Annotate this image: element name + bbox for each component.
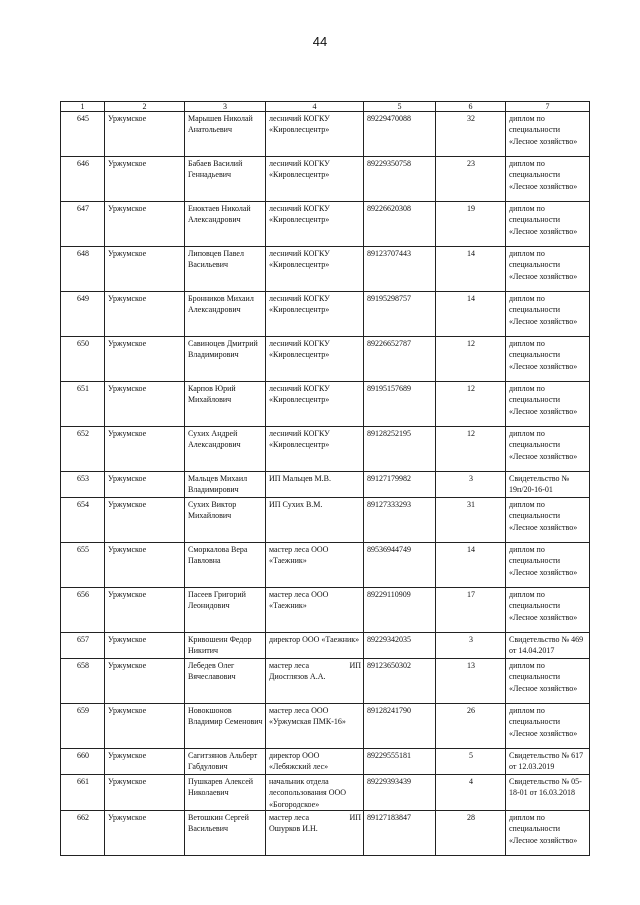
phone-cell: 89229342035	[364, 633, 436, 659]
position-owner: Ошурков И.Н.	[269, 824, 318, 834]
position-title: мастер леса	[269, 661, 310, 670]
row-number-cell: 645	[61, 112, 105, 157]
phone-cell: 89123650302	[364, 659, 436, 704]
header-row	[61, 102, 590, 112]
experience-cell: 19	[436, 202, 506, 247]
phone-cell: 89128241790	[364, 704, 436, 749]
document-cell: Свидетельство № 19п/20-16-01	[506, 472, 590, 498]
position-cell	[266, 811, 364, 856]
district-cell: Уржумское	[105, 247, 185, 292]
header-cell: 6	[436, 102, 506, 112]
experience-cell: 28	[436, 811, 506, 856]
register-table	[60, 101, 590, 856]
position-cell: лесничий КОГКУ «Кировлесцентр»	[266, 157, 364, 202]
table-row	[61, 337, 590, 382]
row-number-cell: 648	[61, 247, 105, 292]
table-body	[61, 112, 590, 856]
experience-cell: 32	[436, 112, 506, 157]
table-row	[61, 202, 590, 247]
district-cell: Уржумское	[105, 633, 185, 659]
document-cell: диплом по специальности «Лесное хозяйство»	[506, 427, 590, 472]
position-cell: начальник отдела лесопользования ООО «Богородское»	[266, 775, 364, 811]
district-cell: Уржумское	[105, 588, 185, 633]
phone-cell: 89128252195	[364, 427, 436, 472]
phone-cell: 89195157689	[364, 382, 436, 427]
phone-cell: 89226620308	[364, 202, 436, 247]
experience-cell: 14	[436, 543, 506, 588]
phone-cell: 89127179982	[364, 472, 436, 498]
table-row	[61, 633, 590, 659]
name-cell: Пушкарев Алексей Николаевич	[185, 775, 266, 811]
experience-cell: 26	[436, 704, 506, 749]
name-cell: Бронников Михаил Александрович	[185, 292, 266, 337]
district-cell: Уржумское	[105, 157, 185, 202]
row-number-cell: 659	[61, 704, 105, 749]
table-row	[61, 472, 590, 498]
table-row	[61, 588, 590, 633]
row-number-cell: 662	[61, 811, 105, 856]
experience-cell: 14	[436, 292, 506, 337]
name-cell: Бабаев Василий Геннадьевич	[185, 157, 266, 202]
district-cell: Уржумское	[105, 112, 185, 157]
page-number: 44	[312, 34, 328, 49]
experience-cell: 3	[436, 633, 506, 659]
table-row	[61, 247, 590, 292]
phone-cell: 89226652787	[364, 337, 436, 382]
phone-cell: 89123707443	[364, 247, 436, 292]
phone-cell: 89195298757	[364, 292, 436, 337]
district-cell: Уржумское	[105, 543, 185, 588]
position-org-type: ИП	[349, 661, 361, 670]
position-cell: мастер леса ООО «Таежник»	[266, 588, 364, 633]
header-cell: 5	[364, 102, 436, 112]
document-cell: диплом по специальности «Лесное хозяйство»	[506, 337, 590, 382]
experience-cell: 31	[436, 498, 506, 543]
phone-cell: 89229470088	[364, 112, 436, 157]
row-number-cell: 652	[61, 427, 105, 472]
experience-cell: 13	[436, 659, 506, 704]
experience-cell: 4	[436, 775, 506, 811]
district-cell: Уржумское	[105, 427, 185, 472]
position-cell: лесничий КОГКУ «Кировлесцентр»	[266, 337, 364, 382]
table-row	[61, 659, 590, 704]
position-cell: лесничий КОГКУ «Кировлесцентр»	[266, 382, 364, 427]
district-cell: Уржумское	[105, 811, 185, 856]
row-number-cell: 649	[61, 292, 105, 337]
document-cell: диплом по специальности «Лесное хозяйство»	[506, 112, 590, 157]
position-cell: ИП Сухих В.М.	[266, 498, 364, 543]
document-cell: Свидетельство № 469 от 14.04.2017	[506, 633, 590, 659]
position-line	[269, 812, 361, 823]
table-row	[61, 292, 590, 337]
position-cell: лесничий КОГКУ «Кировлесцентр»	[266, 247, 364, 292]
name-cell: Сморкалова Вера Павловна	[185, 543, 266, 588]
document-cell: диплом по специальности «Лесное хозяйство»	[506, 704, 590, 749]
row-number-cell: 654	[61, 498, 105, 543]
position-cell: лесничий КОГКУ «Кировлесцентр»	[266, 292, 364, 337]
name-cell: Кривошеин Федор Никитич	[185, 633, 266, 659]
header-cell: 7	[506, 102, 590, 112]
experience-cell: 12	[436, 337, 506, 382]
row-number-cell: 651	[61, 382, 105, 427]
document-cell: диплом по специальности «Лесное хозяйство»	[506, 247, 590, 292]
district-cell: Уржумское	[105, 337, 185, 382]
district-cell: Уржумское	[105, 659, 185, 704]
name-cell: Сагитзянов Альберт Габдулович	[185, 749, 266, 775]
row-number-cell: 660	[61, 749, 105, 775]
district-cell: Уржумское	[105, 292, 185, 337]
position-cell: ИП Мальцев М.В.	[266, 472, 364, 498]
district-cell: Уржумское	[105, 775, 185, 811]
header-cell: 4	[266, 102, 364, 112]
name-cell: Еноктаев Николай Александрович	[185, 202, 266, 247]
document-cell: диплом по специальности «Лесное хозяйство»	[506, 202, 590, 247]
phone-cell: 89127183847	[364, 811, 436, 856]
table-row	[61, 749, 590, 775]
position-org-type: ИП	[349, 813, 361, 823]
district-cell: Уржумское	[105, 749, 185, 775]
position-cell: директор ООО «Таежник»	[266, 633, 364, 659]
table-row	[61, 704, 590, 749]
experience-cell: 14	[436, 247, 506, 292]
document-cell: Свидетельство № 05-18-01 от 16.03.2018	[506, 775, 590, 811]
document-cell: диплом по специальности «Лесное хозяйство»	[506, 157, 590, 202]
header-cell: 3	[185, 102, 266, 112]
table-row	[61, 543, 590, 588]
table-row	[61, 811, 590, 856]
row-number-cell: 646	[61, 157, 105, 202]
name-cell: Новокшонов Владимир Семенович	[185, 704, 266, 749]
position-cell	[266, 659, 364, 704]
position-owner: Диосглязов А.А.	[269, 672, 326, 682]
position-cell: лесничий КОГКУ «Кировлесцентр»	[266, 202, 364, 247]
document-cell: диплом по специальности «Лесное хозяйство»	[506, 382, 590, 427]
experience-cell: 12	[436, 427, 506, 472]
row-number-cell: 657	[61, 633, 105, 659]
name-cell: Карпов Юрий Михайлович	[185, 382, 266, 427]
name-cell: Савиноцев Дмитрий Владимирович	[185, 337, 266, 382]
phone-cell: 89229393439	[364, 775, 436, 811]
district-cell: Уржумское	[105, 382, 185, 427]
experience-cell: 5	[436, 749, 506, 775]
phone-cell: 89229350758	[364, 157, 436, 202]
table-row	[61, 112, 590, 157]
position-title: мастер леса	[269, 813, 310, 823]
name-cell: Ветошкин Сергей Васильевич	[185, 811, 266, 856]
name-cell: Сухих Виктор Михайлович	[185, 498, 266, 543]
table-row	[61, 775, 590, 811]
experience-cell: 23	[436, 157, 506, 202]
table-row	[61, 427, 590, 472]
name-cell: Марышев Николай Анатольевич	[185, 112, 266, 157]
document-cell: диплом по специальности «Лесное хозяйство»	[506, 292, 590, 337]
header-cell: 2	[105, 102, 185, 112]
phone-cell: 89229555181	[364, 749, 436, 775]
table-row	[61, 382, 590, 427]
position-cell: лесничий КОГКУ «Кировлесцентр»	[266, 427, 364, 472]
document-cell: диплом по специальности «Лесное хозяйство»	[506, 811, 590, 856]
document-cell: диплом по специальности «Лесное хозяйство»	[506, 543, 590, 588]
position-cell: мастер леса ООО «Таежник»	[266, 543, 364, 588]
document-cell: диплом по специальности «Лесное хозяйство»	[506, 498, 590, 543]
experience-cell: 3	[436, 472, 506, 498]
district-cell: Уржумское	[105, 202, 185, 247]
position-line	[269, 660, 361, 671]
district-cell: Уржумское	[105, 472, 185, 498]
position-cell: директор ООО «Лебяжский лес»	[266, 749, 364, 775]
document-cell: диплом по специальности «Лесное хозяйство»	[506, 588, 590, 633]
phone-cell: 89229110909	[364, 588, 436, 633]
row-number-cell: 656	[61, 588, 105, 633]
document-cell: диплом по специальности «Лесное хозяйство»	[506, 659, 590, 704]
name-cell: Мальцев Михаил Владимирович	[185, 472, 266, 498]
document-cell: Свидетельство № 617 от 12.03.2019	[506, 749, 590, 775]
table-row	[61, 157, 590, 202]
experience-cell: 12	[436, 382, 506, 427]
name-cell: Пасеев Григорий Леонидович	[185, 588, 266, 633]
row-number-cell: 661	[61, 775, 105, 811]
row-number-cell: 658	[61, 659, 105, 704]
row-number-cell: 653	[61, 472, 105, 498]
experience-cell: 17	[436, 588, 506, 633]
header-cell: 1	[61, 102, 105, 112]
position-cell: лесничий КОГКУ «Кировлесцентр»	[266, 112, 364, 157]
row-number-cell: 650	[61, 337, 105, 382]
district-cell: Уржумское	[105, 704, 185, 749]
district-cell: Уржумское	[105, 498, 185, 543]
name-cell: Лебедев Олег Вячеславович	[185, 659, 266, 704]
name-cell: Сухих Андрей Александрович	[185, 427, 266, 472]
row-number-cell: 647	[61, 202, 105, 247]
table-row	[61, 498, 590, 543]
phone-cell: 89127333293	[364, 498, 436, 543]
row-number-cell: 655	[61, 543, 105, 588]
name-cell: Липовцев Павел Васильевич	[185, 247, 266, 292]
phone-cell: 89536944749	[364, 543, 436, 588]
table-header	[61, 102, 590, 112]
position-cell: мастер леса ООО «Уржумская ПМК-16»	[266, 704, 364, 749]
